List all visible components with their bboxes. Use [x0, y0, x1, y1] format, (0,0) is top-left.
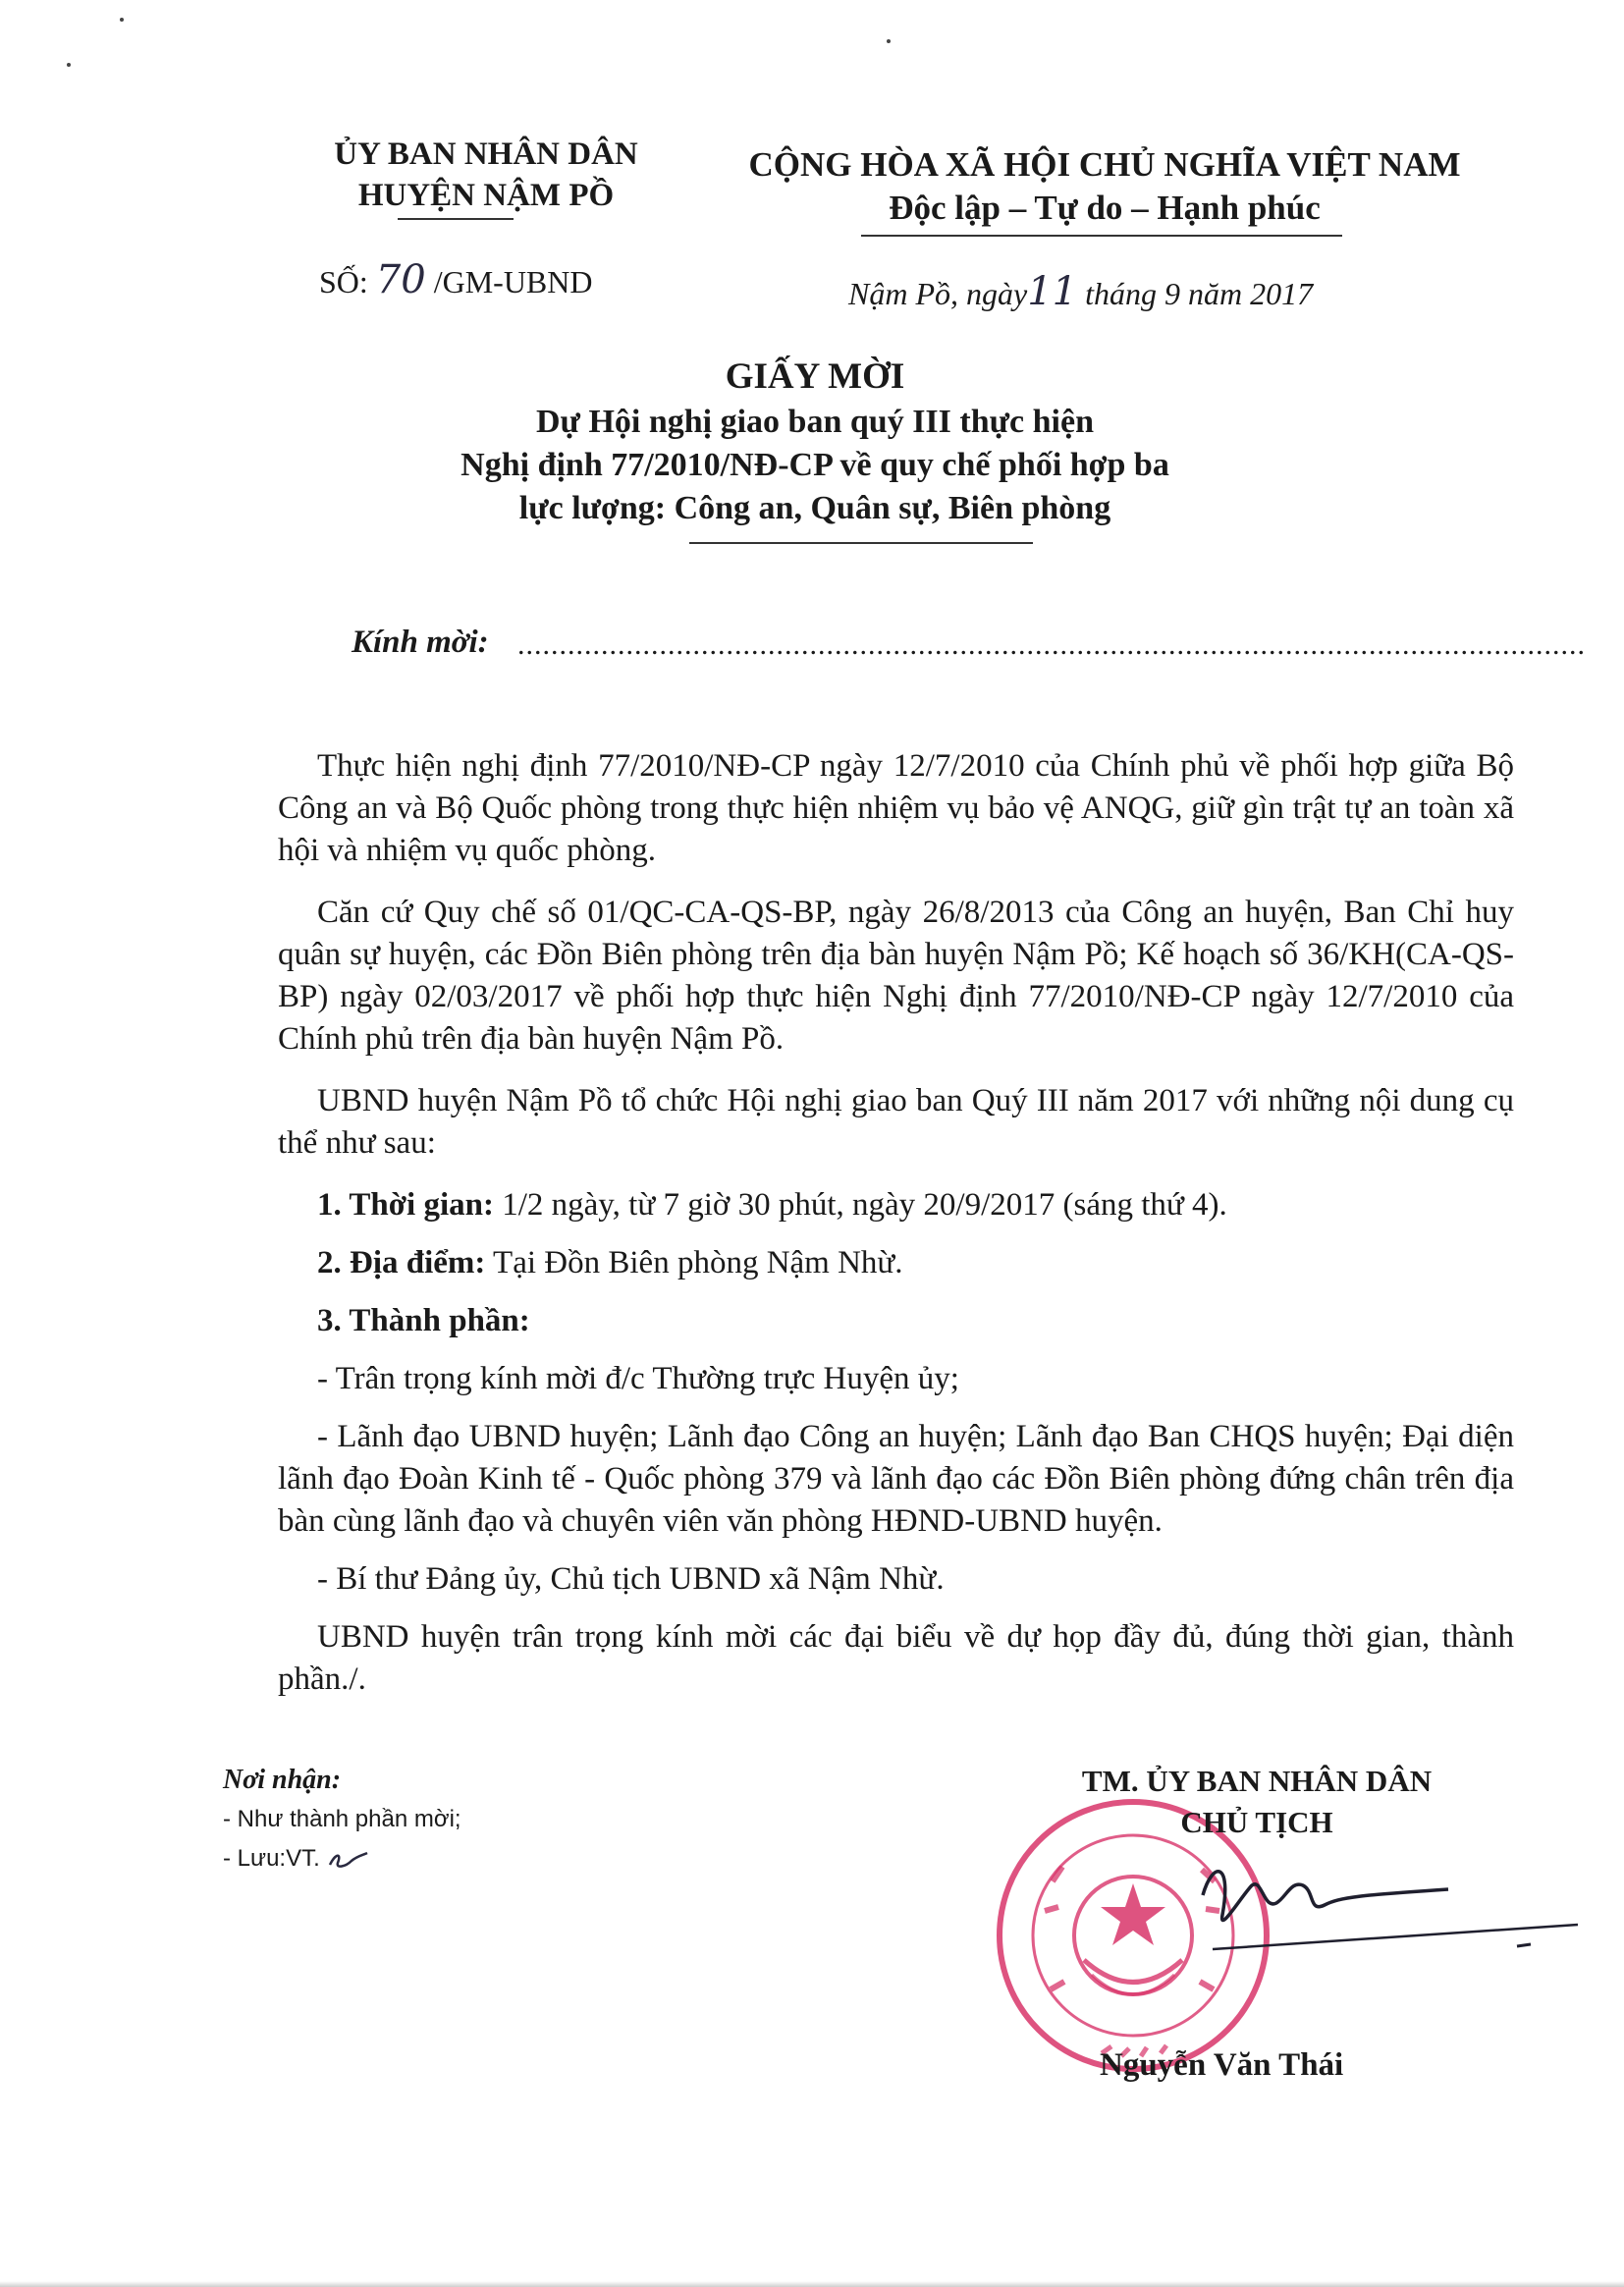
signature-block — [1001, 1761, 1512, 1843]
participant-dash-1: - Trân trọng kính mời đ/c Thường trực Huyện ủy; — [317, 1361, 959, 1396]
scan-speck — [67, 63, 71, 67]
recipients-line-1: - Như thành phần mời; — [223, 1806, 461, 1832]
signature-title-line2: CHỦ TỊCH — [1180, 1805, 1333, 1839]
paragraph-basis: Thực hiện nghị định 77/2010/NĐ-CP ngày 12/7/2010 của Chính phủ về phối hợp giữa Bộ Công an và Bộ Quốc phòng trong thực hiện nhiệm vụ bảo vệ ANQG, giữ gìn trật tự an toàn xã hội và nhiệm vụ quốc phòng. — [278, 748, 1514, 868]
recipients-line-2 — [223, 1839, 461, 1879]
scan-speck — [120, 18, 124, 22]
item-location — [278, 1242, 1514, 1284]
title-main: GIẤY MỜI — [725, 356, 905, 397]
country-name: CỘNG HÒA XÃ HỘI CHỦ NGHĨA VIỆT NAM — [748, 145, 1461, 184]
paragraph-regulation: Căn cứ Quy chế số 01/QC-CA-QS-BP, ngày 26/8/2013 của Công an huyện, Ban Chỉ huy quân sự huyện, các Đồn Biên phòng trên địa bàn huyện Nậm Pồ; Kế hoạch số 36/KH(CA-QS-BP) ngày 02/03/2017 về phối hợp thực hiện Nghị định 77/2010/NĐ-CP ngày 12/7/2010 của Chính phủ trên địa bàn huyện Nậm Pồ. — [278, 895, 1514, 1057]
date-prefix: Nậm Pồ, ngày — [848, 276, 1028, 311]
scan-speck — [887, 39, 891, 43]
recipients-list — [223, 1761, 461, 1879]
recipients-line-2-text: - Lưu:VT. — [223, 1845, 320, 1872]
date-suffix: tháng 9 năm 2017 — [1085, 276, 1314, 311]
document-number — [319, 257, 592, 302]
item-time-text: 1/2 ngày, từ 7 giờ 30 phút, ngày 20/9/2017 (sáng thứ 4). — [493, 1187, 1227, 1223]
closing-paragraph: UBND huyện trân trọng kính mời các đại biểu về dự họp đầy đủ, đúng thời gian, thành phần./. — [278, 1619, 1514, 1697]
org-name-line1: ỦY BAN NHÂN DÂN — [334, 136, 638, 172]
item-location-text: Tại Đồn Biên phòng Nậm Nhừ. — [485, 1245, 903, 1280]
scan-bottom-edge — [0, 2281, 1624, 2287]
title-line2: Nghị định 77/2010/NĐ-CP về quy chế phối hợp ba — [460, 447, 1169, 483]
document-body — [278, 745, 1514, 1720]
org-underline — [398, 218, 514, 220]
handwritten-signature — [1193, 1856, 1586, 1964]
seal-star-icon — [1101, 1883, 1165, 1945]
place-date — [848, 269, 1313, 314]
doc-number-handwritten: 70 — [375, 257, 426, 302]
doc-number-prefix: SỐ: — [319, 264, 368, 299]
document-title — [324, 354, 1306, 530]
title-line3: lực lượng: Công an, Quân sự, Biên phòng — [518, 490, 1111, 526]
org-name-line2: HUYỆN NẬM PỒ — [357, 178, 615, 213]
issuing-organization — [265, 134, 707, 216]
recipient-blank-line: ................................................................................................................................ — [517, 628, 1586, 661]
motto-underline — [861, 235, 1342, 237]
item-time — [278, 1184, 1514, 1226]
item-participants-label: 3. Thành phần: — [317, 1303, 530, 1338]
participant-dash-3: - Bí thư Đảng ủy, Chủ tịch UBND xã Nậm Nhừ. — [317, 1561, 945, 1597]
title-line1: Dự Hội nghị giao ban quý III thực hiện — [536, 404, 1094, 440]
paragraph-announcement: UBND huyện Nậm Pồ tổ chức Hội nghị giao ban Quý III năm 2017 với những nội dung cụ thể như sau: — [278, 1083, 1514, 1161]
national-motto: Độc lập – Tự do – Hạnh phúc — [889, 189, 1321, 227]
date-day-handwritten: 11 — [1027, 269, 1078, 314]
title-underline — [689, 542, 1033, 544]
invitation-label: Kính mời: — [352, 625, 489, 660]
signer-name: Nguyễn Văn Thái — [1100, 2047, 1344, 2083]
item-time-label: 1. Thời gian: — [317, 1187, 494, 1223]
item-location-label: 2. Địa điểm: — [317, 1245, 486, 1280]
national-header — [722, 143, 1488, 230]
signature-title-line1: TM. ỦY BAN NHÂN DÂN — [1081, 1764, 1433, 1798]
doc-number-suffix: /GM-UBND — [433, 264, 593, 299]
item-participants — [278, 1300, 1514, 1342]
participant-dash-2: - Lãnh đạo UBND huyện; Lãnh đạo Công an huyện; Lãnh đạo Ban CHQS huyện; Đại diện lãnh đạo Đoàn Kinh tế - Quốc phòng 379 và lãnh đạo các Đồn Biên phòng đứng chân trên địa bàn cùng lãnh đạo và chuyên viên văn phòng HĐND-UBND huyện. — [278, 1419, 1514, 1539]
initials-scribble — [326, 1847, 371, 1873]
recipients-label: Nơi nhận: — [223, 1765, 342, 1795]
